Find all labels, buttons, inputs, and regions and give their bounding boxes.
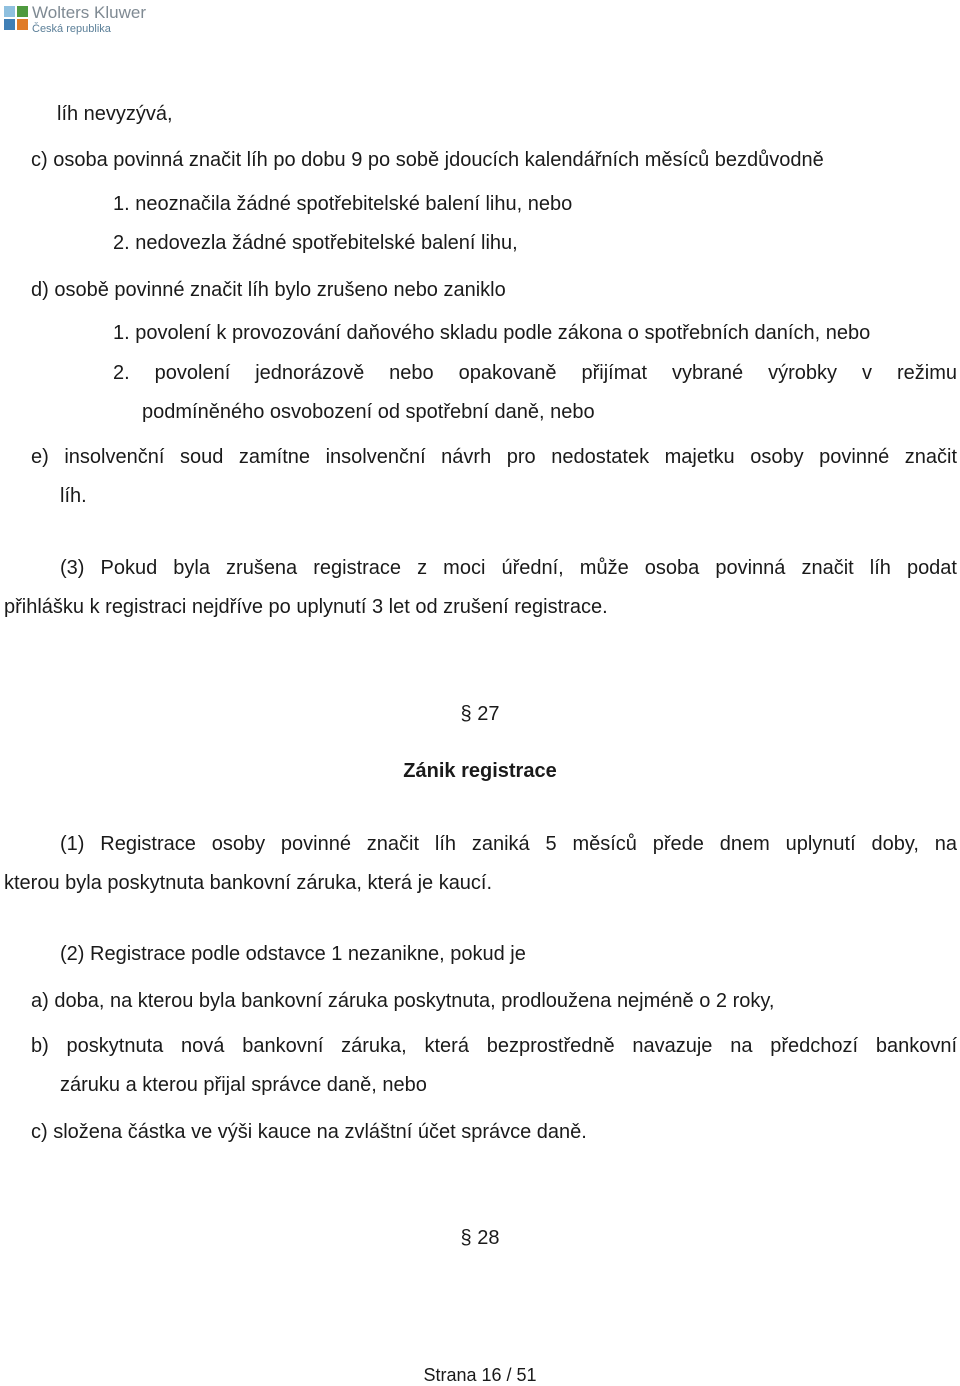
wolters-kluwer-logo-icon [4,6,28,30]
page-number: Strana 16 / 51 [423,1365,537,1385]
paragraph-continuation: kterou byla poskytnuta bankovní záruka, která je kaucí. [4,872,493,894]
list-subitem-continuation: podmíněného osvobození od spotřební daně, nebo [142,401,595,423]
list-subitem: 2. nedovezla žádné spotřebitelské balení lihu, [113,232,518,254]
paragraph: (3) Pokud byla zrušena registrace z moci úřední, může osoba povinná značit líh podat [60,557,957,579]
list-item: c) složena částka ve výši kauce na zvláštní účet správce daně. [31,1121,587,1143]
section-title: Zánik registrace [403,760,557,782]
list-item-continuation: líh. [60,485,87,507]
text-line: líh nevyzývá, [57,103,173,125]
brand-subtitle: Česká republika [32,23,111,35]
list-item: e) insolvenční soud zamítne insolvenční návrh pro nedostatek majetku osoby povinné značit [31,446,957,468]
list-item: b) poskytnuta nová bankovní záruka, která bezprostředně navazuje na předchozí bankovní [31,1035,957,1057]
list-item-continuation: záruku a kterou přijal správce daně, nebo [60,1074,427,1096]
paragraph: (2) Registrace podle odstavce 1 nezanikne, pokud je [60,943,526,965]
list-item: d) osobě povinné značit líh bylo zrušeno nebo zaniklo [31,279,506,301]
paragraph-continuation: přihlášku k registraci nejdříve po uplynutí 3 let od zrušení registrace. [4,596,608,618]
list-subitem: 2. povolení jednorázově nebo opakovaně přijímat vybrané výrobky v režimu [113,362,957,384]
list-item: c) osoba povinná značit líh po dobu 9 po sobě jdoucích kalendářních měsíců bezdůvodně [31,149,824,171]
paragraph: (1) Registrace osoby povinné značit líh zaniká 5 měsíců přede dnem uplynutí doby, na [60,833,957,855]
section-number: § 28 [460,1227,500,1249]
list-subitem: 1. povolení k provozování daňového skladu podle zákona o spotřebních daních, nebo [113,322,871,344]
list-item: a) doba, na kterou byla bankovní záruka poskytnuta, prodloužena nejméně o 2 roky, [31,990,775,1012]
section-number: § 27 [460,703,500,725]
list-subitem: 1. neoznačila žádné spotřebitelské balení lihu, nebo [113,193,573,215]
brand-name: Wolters Kluwer [32,3,146,22]
